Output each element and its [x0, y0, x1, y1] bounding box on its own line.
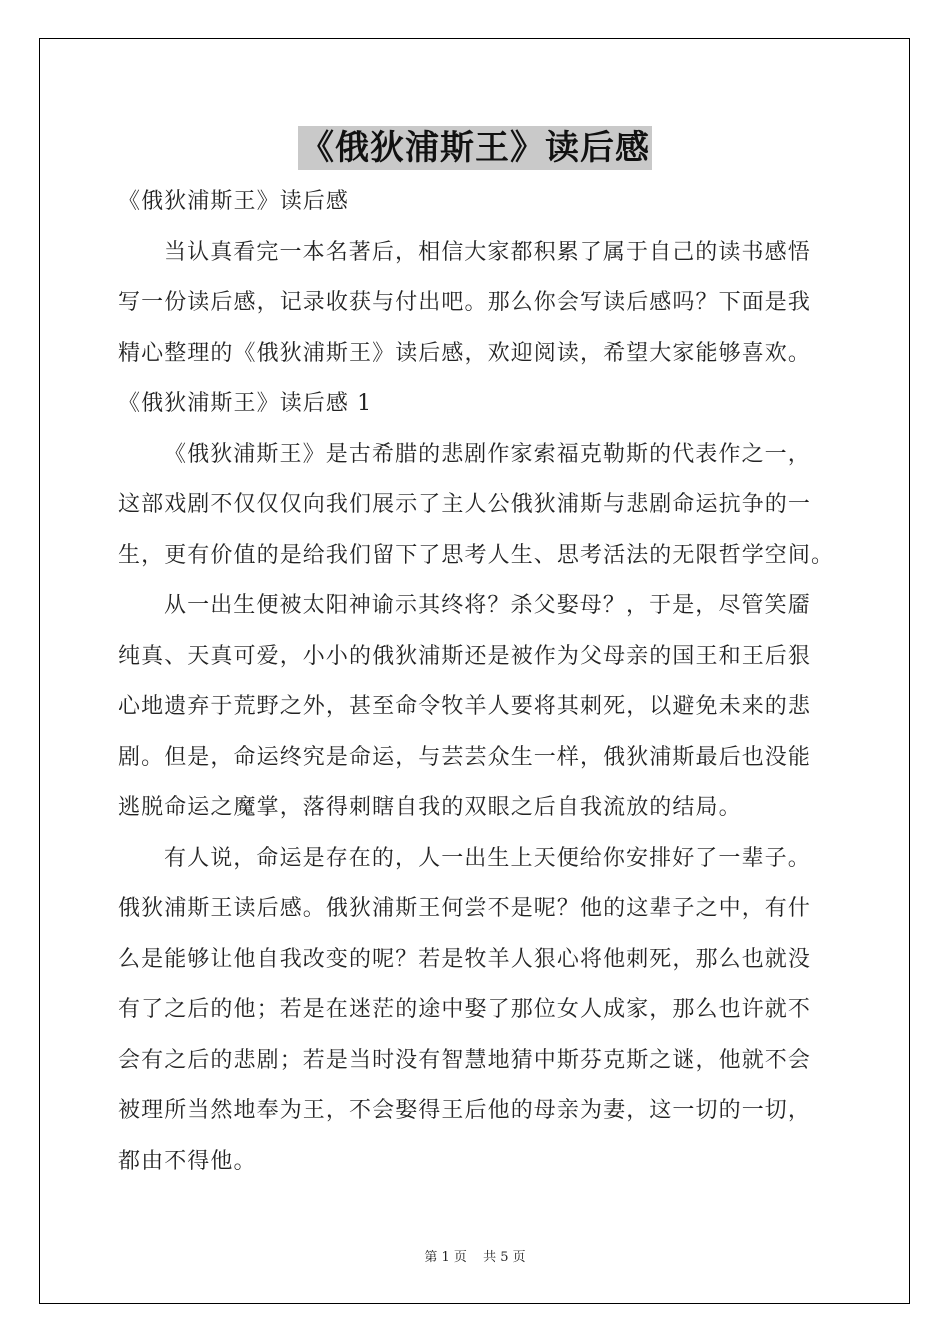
section-heading: 《俄狄浦斯王》读后感 1 — [118, 391, 373, 416]
para2-line: 心地遗弃于荒野之外，甚至命令牧羊人要将其刺死，以避免未来的悲 — [118, 694, 812, 719]
intro-line: 写一份读后感，记录收获与付出吧。那么你会写读后感吗？下面是我 — [118, 290, 812, 315]
para1-line: 这部戏剧不仅仅仅向我们展示了主人公俄狄浦斯与悲剧命运抗争的一 — [118, 492, 812, 517]
intro-line: 精心整理的《俄狄浦斯王》读后感，欢迎阅读，希望大家能够喜欢。 — [118, 340, 812, 366]
para3-line: 会有之后的悲剧；若是当时没有智慧地猜中斯芬克斯之谜，他就不会 — [118, 1047, 812, 1073]
para3-line: 都由不得他。 — [118, 1148, 257, 1174]
intro-line: 当认真看完一本名著后，相信大家都积累了属于自己的读书感悟 — [164, 239, 811, 265]
para1-line: 生，更有价值的是给我们留下了思考人生、思考活法的无限哲学空间。 — [118, 542, 835, 568]
page-total: 共 5 页 — [483, 1250, 526, 1265]
para3-line: 有人说，命运是存在的，人一出生上天便给你安排好了一辈子。 — [164, 845, 811, 871]
page-footer — [0, 1246, 950, 1265]
document-title: 《俄狄浦斯王》读后感 — [300, 128, 650, 168]
para2-line: 从一出生便被太阳神谕示其终将？杀父娶母？，于是，尽管笑靥 — [164, 593, 811, 618]
subtitle: 《俄狄浦斯王》读后感 — [118, 189, 350, 214]
document-body — [118, 177, 834, 1187]
page-number: 第 1 页 — [424, 1250, 467, 1265]
para3-line: 被理所当然地奉为王，不会娶得王后他的母亲为妻，这一切的一切， — [118, 1098, 812, 1123]
para1-line: 《俄狄浦斯王》是古希腊的悲剧作家索福克勒斯的代表作之一， — [164, 441, 811, 467]
para3-line: 有了之后的他；若是在迷茫的途中娶了那位女人成家，那么也许就不 — [118, 997, 812, 1022]
title-wrap — [0, 126, 950, 170]
para2-line: 剧。但是，命运终究是命运，与芸芸众生一样，俄狄浦斯最后也没能 — [118, 744, 812, 770]
para3-line: 俄狄浦斯王读后感。俄狄浦斯王何尝不是呢？他的这辈子之中，有什 — [118, 896, 812, 921]
para3-line: 么是能够让他自我改变的呢？若是牧羊人狠心将他刺死，那么也就没 — [118, 946, 812, 972]
para2-line: 纯真、天真可爱，小小的俄狄浦斯还是被作为父母亲的国王和王后狠 — [118, 643, 812, 669]
para2-line: 逃脱命运之魔掌，落得刺瞎自我的双眼之后自我流放的结局。 — [118, 795, 742, 820]
